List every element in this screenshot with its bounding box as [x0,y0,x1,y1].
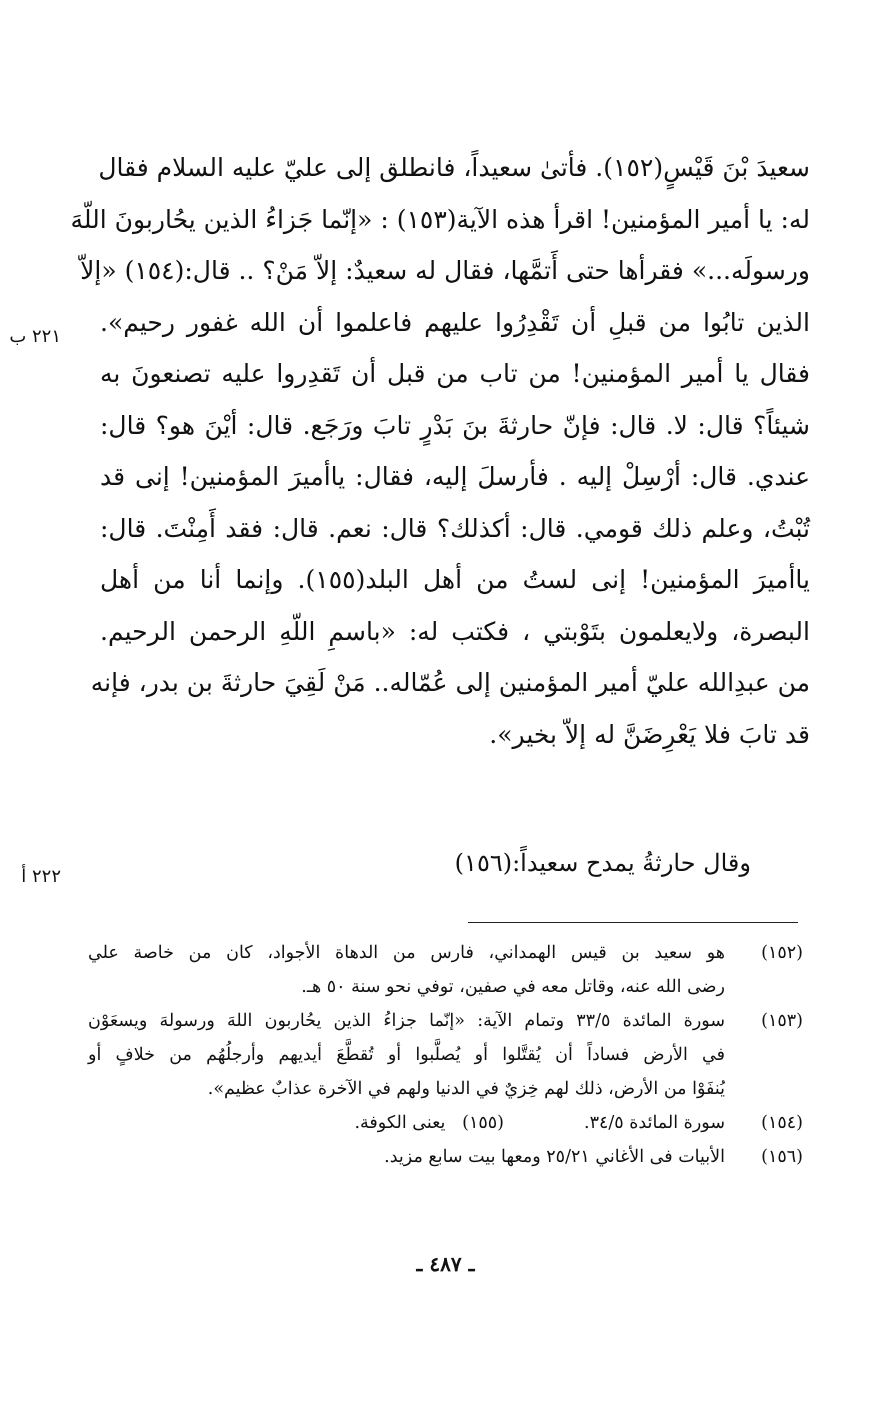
footnote-number: (١٥٤) [761,1113,803,1133]
footnote-pair [88,1106,803,1140]
body-line: الذين تابُوا من قبلِ أن تَقْدِرُوا عليهم فاعلموا أن الله غفور رحيم». [100,307,810,337]
footnote [88,1140,803,1174]
footnote-divider [468,922,798,923]
body-line: البصرة، ولايعلمون بتَوْبتي ، فكتب له: «باسمِ اللّهِ الرحمن الرحيم. [100,616,810,646]
margin-folio-note: ٢٢١ ب [9,326,61,347]
body-line: تُبْتُ، وعلم ذلك قومي. قال: أكذلك؟ قال: نعم. قال: فقد أَمِنْتَ. قال: [100,513,810,543]
footnote-text: سورة المائدة ٣٤/٥. [583,1113,725,1133]
footnote-line: الأبيات فى الأغاني ٢٥/٢١ ومعها بيت سابع مزيد. [384,1147,725,1167]
footnote [88,936,803,1004]
body-line: ورسولَه...» فقرأها حتى أَتمَّها، فقال له سعيدٌ: إلاّ مَنْ؟ .. قال:(١٥٤) «إلاّ [80,256,810,285]
footnote-text: يعنى الكوفة. [354,1113,446,1133]
body-line: قد تابَ فلا يَعْرِضَنَّ له إلاّ بخير». [489,719,810,749]
footnote-number: (١٥٣) [761,1011,803,1031]
footnote-line: في الأرض فساداً أن يُقتَّلوا أو يُصلَّبوا أو تُقطَّعَ أيديهم وأرجلُهُم من خلافٍ أو [88,1045,725,1065]
footnote-line: سورة المائدة ٣٣/٥ وتمام الآية: «إنّما جزاءُ الذين يحُاربون اللهَ ورسولهَ ويسعَوْن [88,1011,726,1031]
footnote-number: (١٥٦) [761,1147,803,1167]
body-text [70,142,811,760]
body-line: من عبدِالله عليّ أمير المؤمنين إلى عُمّاله.. مَنْ لَقِيَ حارثةَ بن بدر، فإنه [90,668,810,697]
page-number: ـ ٤٨٧ ـ [416,1252,475,1276]
poem-intro: وقال حارثةُ يمدح سعيداً:(١٥٦) [454,849,751,877]
footnotes [88,936,803,1174]
margin-folio-note: ٢٢٢ أ [21,866,61,887]
body-line: فقال يا أمير المؤمنين! من تاب من قبل أن تَقدِروا عليه تصنعونَ به [100,359,810,388]
body-line: سعيدَ بْنَ قَيْسٍ(١٥٢). فأتىٰ سعيداً، فانطلق إلى عليّ عليه السلام فقال [98,153,810,182]
footnote-line: يُنفَوْا من الأرض، ذلك لهم خِزيٌ في الدنيا ولهم في الآخرة عذابٌ عظيم». [207,1079,725,1099]
body-line: شيئاً؟ قال: لا. قال: فإنّ حارثةَ بنَ بَدْرٍ تابَ ورَجَع. قال: أيْنَ هو؟ قال: [100,410,810,440]
footnote-line: هو سعيد بن قيس الهمداني، فارس من الدهاة الأجواد، كان من خاصة علي [88,943,725,963]
footnote-number: (١٥٥) [462,1113,504,1133]
body-line: له: يا أمير المؤمنين! اقرأ هذه الآية(١٥٣) : «إنّما جَزاءُ الذين يحُاربونَ اللّهَ [70,204,810,234]
footnote [88,1004,803,1106]
footnote-number: (١٥٢) [761,943,803,963]
body-line: عندي. قال: أرْسِلْ إليه . فأرسلَ إليه، فقال: ياأميرَ المؤمنين! إنى قد [100,462,810,491]
body-line: ياأميرَ المؤمنين! إنى لستُ من أهل البلد(١٥٥). وإنما أنا من أهل [100,565,811,594]
footnote-line: رضى الله عنه، وقاتل معه في صفين، توفي نحو سنة ٥٠ هـ. [301,977,725,997]
